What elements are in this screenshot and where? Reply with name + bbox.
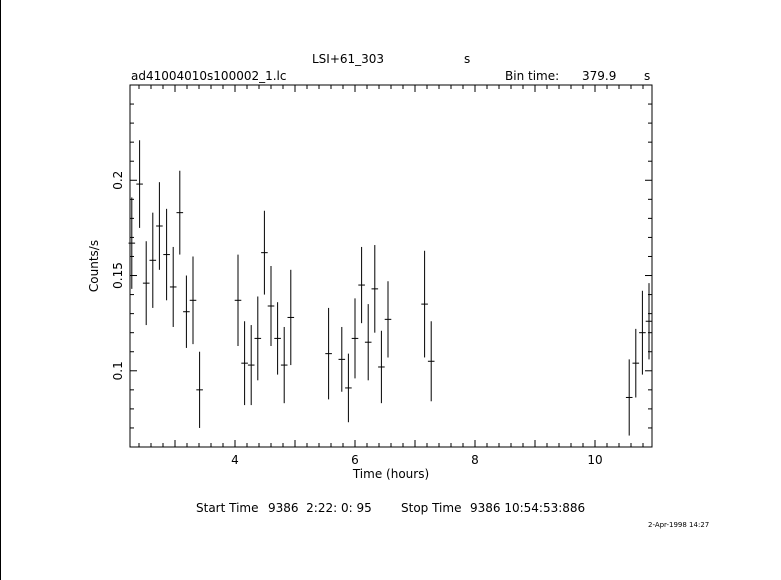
plot-timestamp: 2-Apr-1998 14:27 bbox=[648, 521, 710, 529]
data-point bbox=[248, 325, 255, 405]
bin-time-value: 379.9 bbox=[582, 69, 617, 83]
data-point bbox=[196, 352, 203, 428]
y-tick-label: 0.1 bbox=[111, 361, 125, 381]
title-suffix: s bbox=[464, 52, 471, 66]
stop-time-value: 9386 10:54:53:886 bbox=[470, 501, 586, 515]
data-point bbox=[281, 327, 288, 403]
y-axis-label: Counts/s bbox=[87, 239, 101, 293]
data-point bbox=[268, 266, 275, 346]
y-tick-label: 0.15 bbox=[111, 262, 125, 289]
data-point bbox=[274, 302, 281, 374]
data-point bbox=[150, 213, 157, 308]
data-point bbox=[339, 327, 346, 392]
data-point bbox=[378, 331, 385, 403]
y-tick-label: 0.2 bbox=[111, 170, 125, 190]
bin-time-unit: s bbox=[644, 69, 651, 83]
data-point bbox=[261, 211, 268, 295]
data-point bbox=[136, 140, 143, 228]
filename-label: ad41004010s100002_1.lc bbox=[131, 69, 287, 83]
plot-frame bbox=[130, 85, 652, 447]
data-point bbox=[372, 245, 379, 333]
data-point bbox=[626, 359, 633, 435]
data-point bbox=[345, 354, 352, 423]
data-point bbox=[421, 251, 428, 358]
data-point bbox=[325, 308, 332, 399]
data-point bbox=[170, 247, 177, 327]
x-tick-label: 10 bbox=[587, 453, 603, 467]
data-point bbox=[639, 291, 646, 375]
data-point bbox=[143, 241, 150, 325]
data-point bbox=[365, 304, 372, 380]
data-point bbox=[352, 298, 359, 378]
start-time-label: Start Time bbox=[196, 501, 259, 515]
axis-tick-labels bbox=[111, 171, 603, 467]
data-point bbox=[288, 270, 295, 365]
data-point bbox=[255, 296, 262, 380]
data-point bbox=[177, 171, 184, 255]
data-points bbox=[129, 140, 653, 435]
data-point bbox=[235, 255, 242, 346]
stop-time-label: Stop Time bbox=[401, 501, 462, 515]
data-point bbox=[633, 329, 640, 398]
chart-title: LSI+61_303 bbox=[312, 52, 385, 66]
x-axis-label: Time (hours) bbox=[352, 467, 430, 481]
data-point bbox=[358, 247, 365, 323]
data-point bbox=[241, 321, 248, 405]
start-time-value: 9386 2:22: 0: 95 bbox=[268, 501, 372, 515]
x-tick-label: 8 bbox=[471, 453, 479, 467]
data-point bbox=[190, 256, 197, 344]
axis-ticks bbox=[130, 85, 652, 447]
data-point bbox=[183, 276, 190, 348]
data-point bbox=[163, 209, 170, 300]
data-point bbox=[156, 182, 163, 270]
data-point bbox=[385, 281, 392, 357]
x-tick-label: 6 bbox=[351, 453, 359, 467]
bin-time-label: Bin time: bbox=[505, 69, 560, 83]
x-tick-label: 4 bbox=[231, 453, 239, 467]
data-point bbox=[428, 321, 435, 401]
